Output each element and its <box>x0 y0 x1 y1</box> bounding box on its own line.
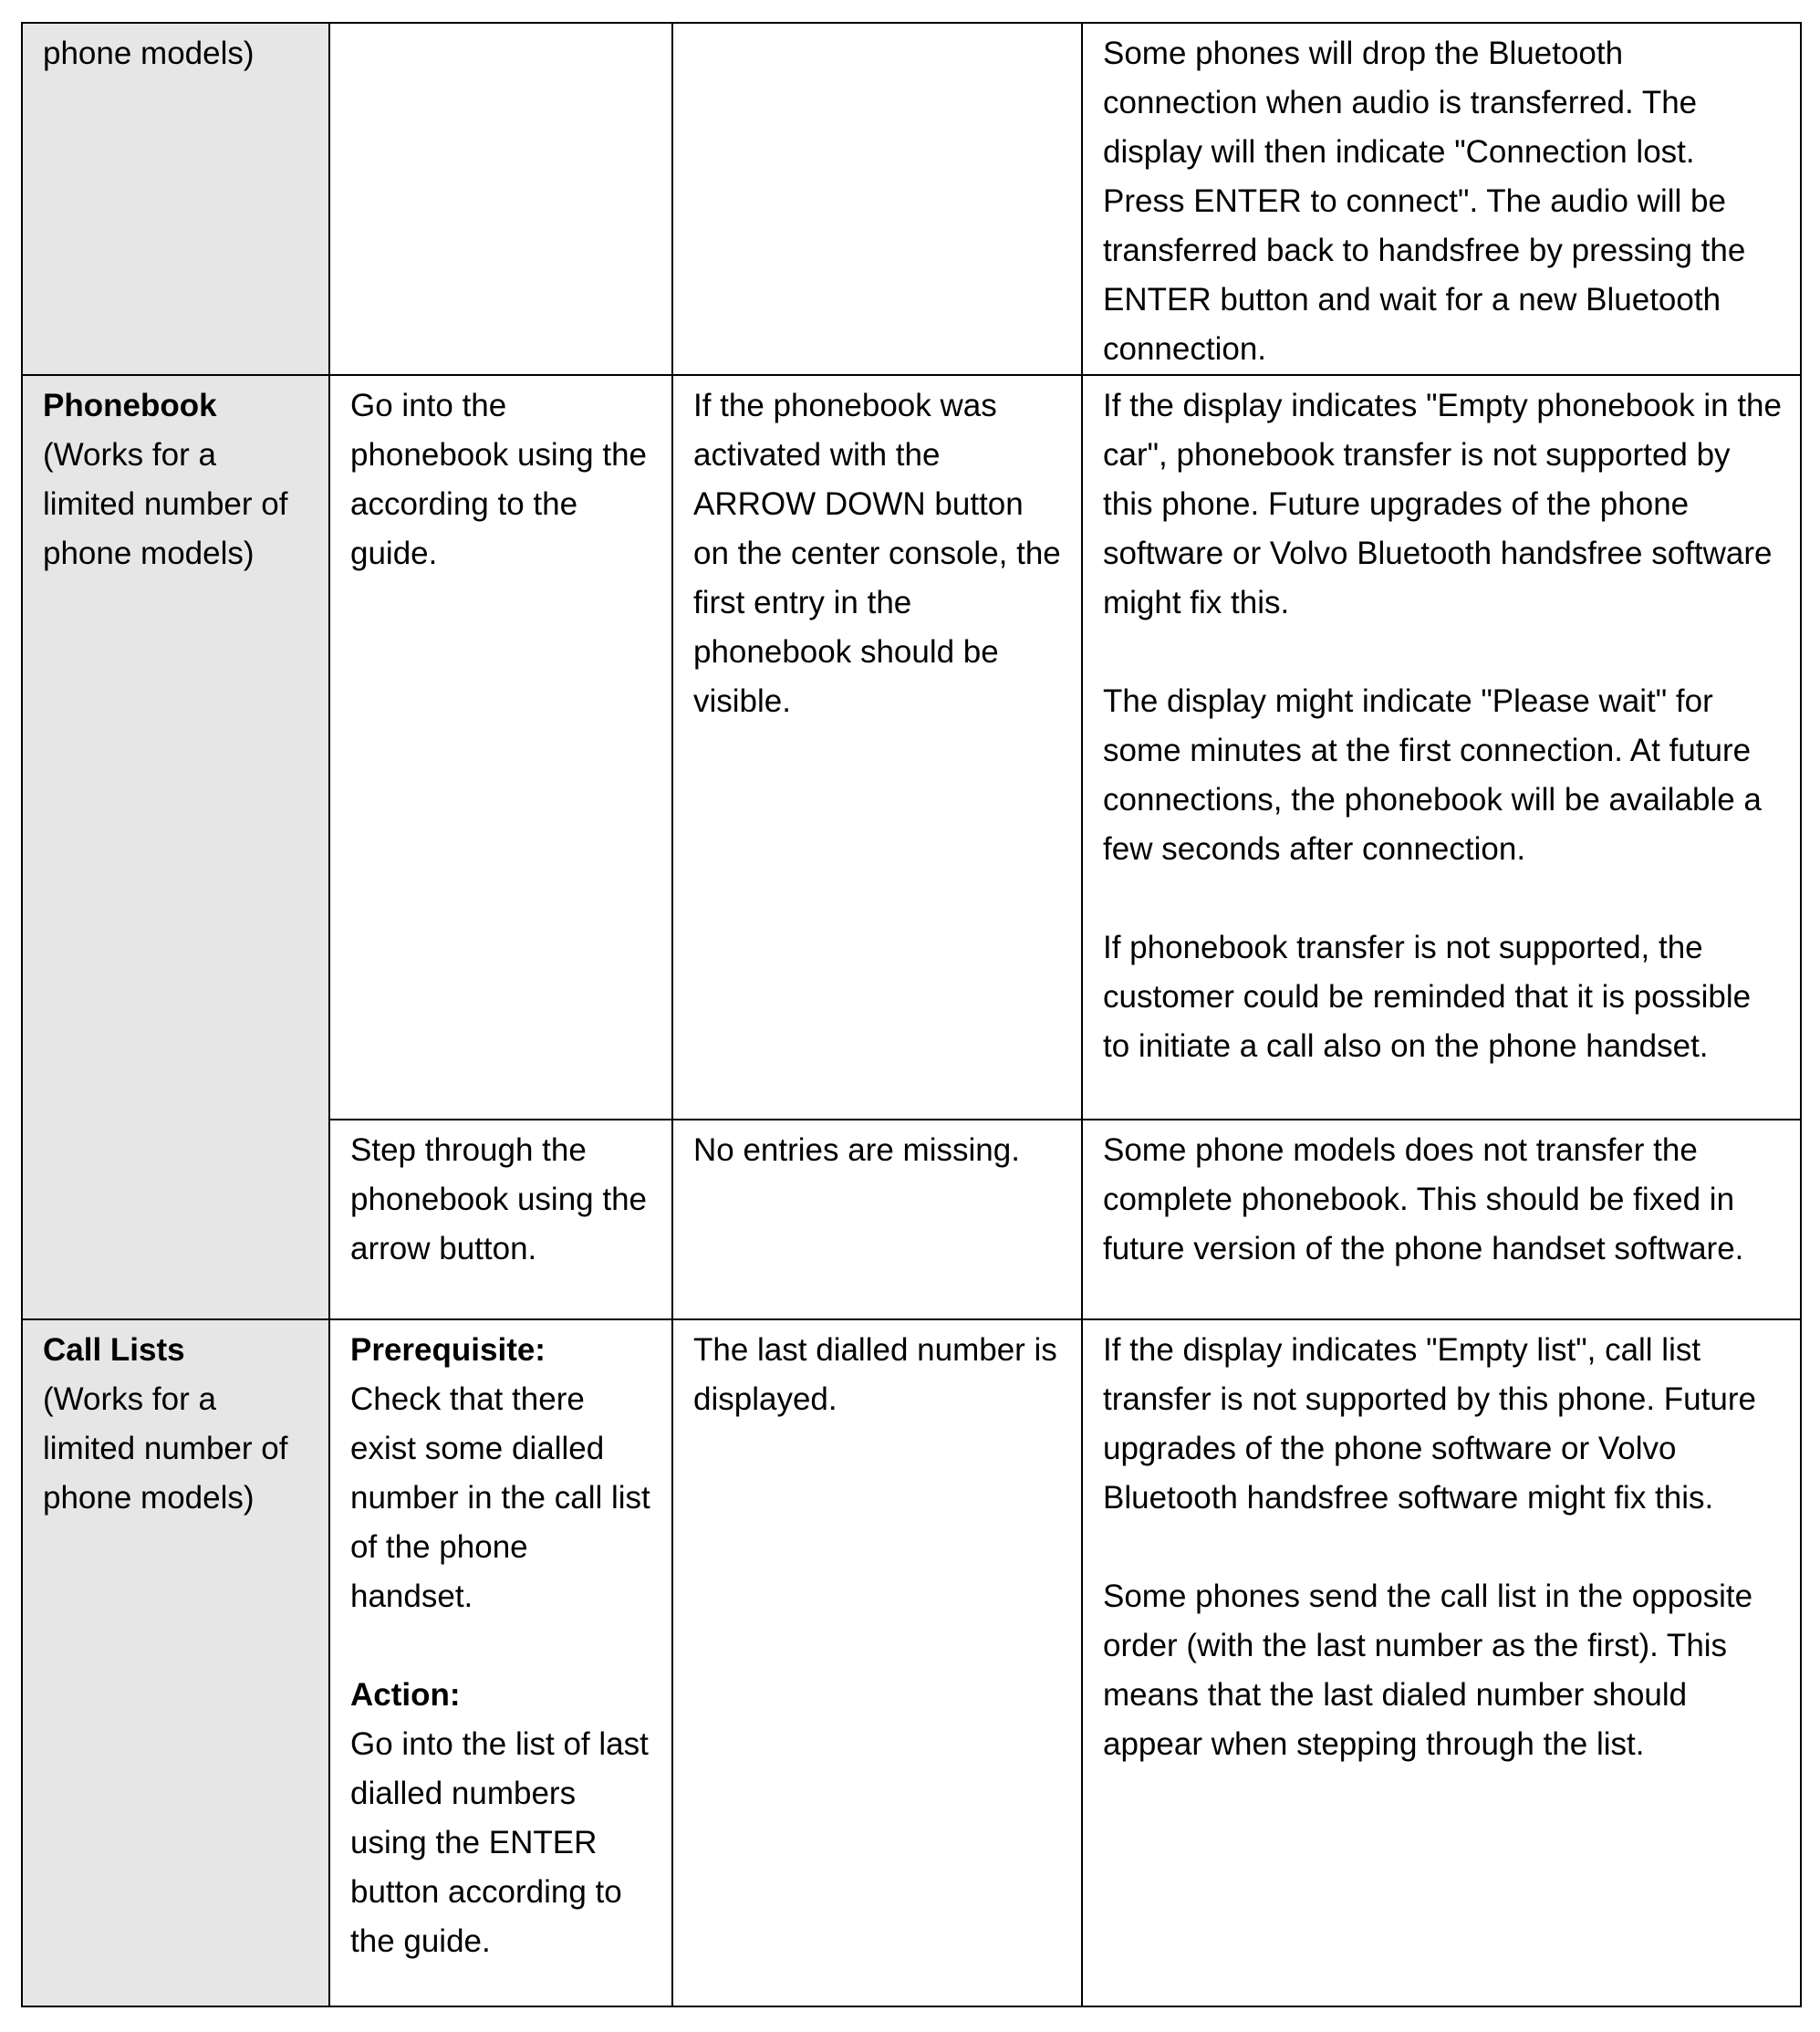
test-procedure-table <box>21 22 1802 2007</box>
expected-text: The last dialled number is displayed. <box>693 1332 1057 1417</box>
expected-text: No entries are missing. <box>693 1132 1020 1168</box>
action-text: Go into the list of last dialled numbers using the ENTER button according to the guide. <box>350 1726 649 1959</box>
comments-cell <box>1082 1319 1801 2006</box>
expected-text: If the phonebook was activated with the ARROW DOWN button on the center console, the first entry in the phonebook should be visible. <box>693 388 1061 719</box>
prerequisite-label: Prerequisite: <box>350 1332 546 1368</box>
expected-result-cell <box>672 375 1082 1120</box>
action-text: Go into the phonebook using the according to the guide. <box>350 388 647 571</box>
feature-note: (Works for a limited number of phone models) <box>43 1381 288 1516</box>
feature-note: (Works for a limited number of phone models) <box>43 437 288 571</box>
comments-cell <box>1082 23 1801 375</box>
comment-paragraph: If the display indicates "Empty phonebook in the car", phonebook transfer is not supported by this phone. Future upgrades of the phone software or Volvo Bluetooth handsfree software might fix this. <box>1103 388 1782 620</box>
feature-cell <box>22 1319 329 2006</box>
action-text: Step through the phonebook using the arrow button. <box>350 1132 647 1266</box>
action-cell <box>329 1319 672 2006</box>
action-cell <box>329 375 672 1120</box>
comment-paragraph: Some phones will drop the Bluetooth connection when audio is transferred. The display will then indicate "Connection lost. Press ENTER to connect". The audio will be transferred back to handsfree by pressing the ENTER button and wait for a new Bluetooth connection. <box>1103 36 1746 367</box>
comment-paragraph: The display might indicate "Please wait" for some minutes at the first connection. At future connections, the phonebook will be available a few seconds after connection. <box>1103 683 1762 867</box>
expected-result-cell <box>672 1319 1082 2006</box>
table-row <box>22 1319 1801 2006</box>
comment-paragraph: Some phone models does not transfer the complete phonebook. This should be fixed in future version of the phone handset software. <box>1103 1132 1744 1266</box>
comments-cell <box>1082 375 1801 1120</box>
expected-result-cell <box>672 1120 1082 1319</box>
feature-cell <box>22 375 329 1319</box>
comment-paragraph: If phonebook transfer is not supported, the customer could be reminded that it is possible to initiate a call also on the phone handset. <box>1103 930 1752 1064</box>
prerequisite-text: Check that there exist some dialled number in the call list of the phone handset. <box>350 1381 650 1614</box>
expected-result-cell <box>672 23 1082 375</box>
action-label: Action: <box>350 1677 461 1713</box>
table-row <box>22 23 1801 375</box>
action-cell <box>329 23 672 375</box>
feature-note: phone models) <box>43 36 255 71</box>
feature-title: Phonebook <box>43 388 217 423</box>
feature-title: Call Lists <box>43 1332 185 1368</box>
action-cell <box>329 1120 672 1319</box>
comment-paragraph: If the display indicates "Empty list", call list transfer is not supported by this phone. Future upgrades of the phone software or Volvo Bluetooth handsfree software might fix this. <box>1103 1332 1756 1516</box>
comment-paragraph: Some phones send the call list in the opposite order (with the last number as the first). This means that the last dialed number should appear when stepping through the list. <box>1103 1579 1753 1762</box>
comments-cell <box>1082 1120 1801 1319</box>
table-row <box>22 375 1801 1120</box>
feature-cell <box>22 23 329 375</box>
